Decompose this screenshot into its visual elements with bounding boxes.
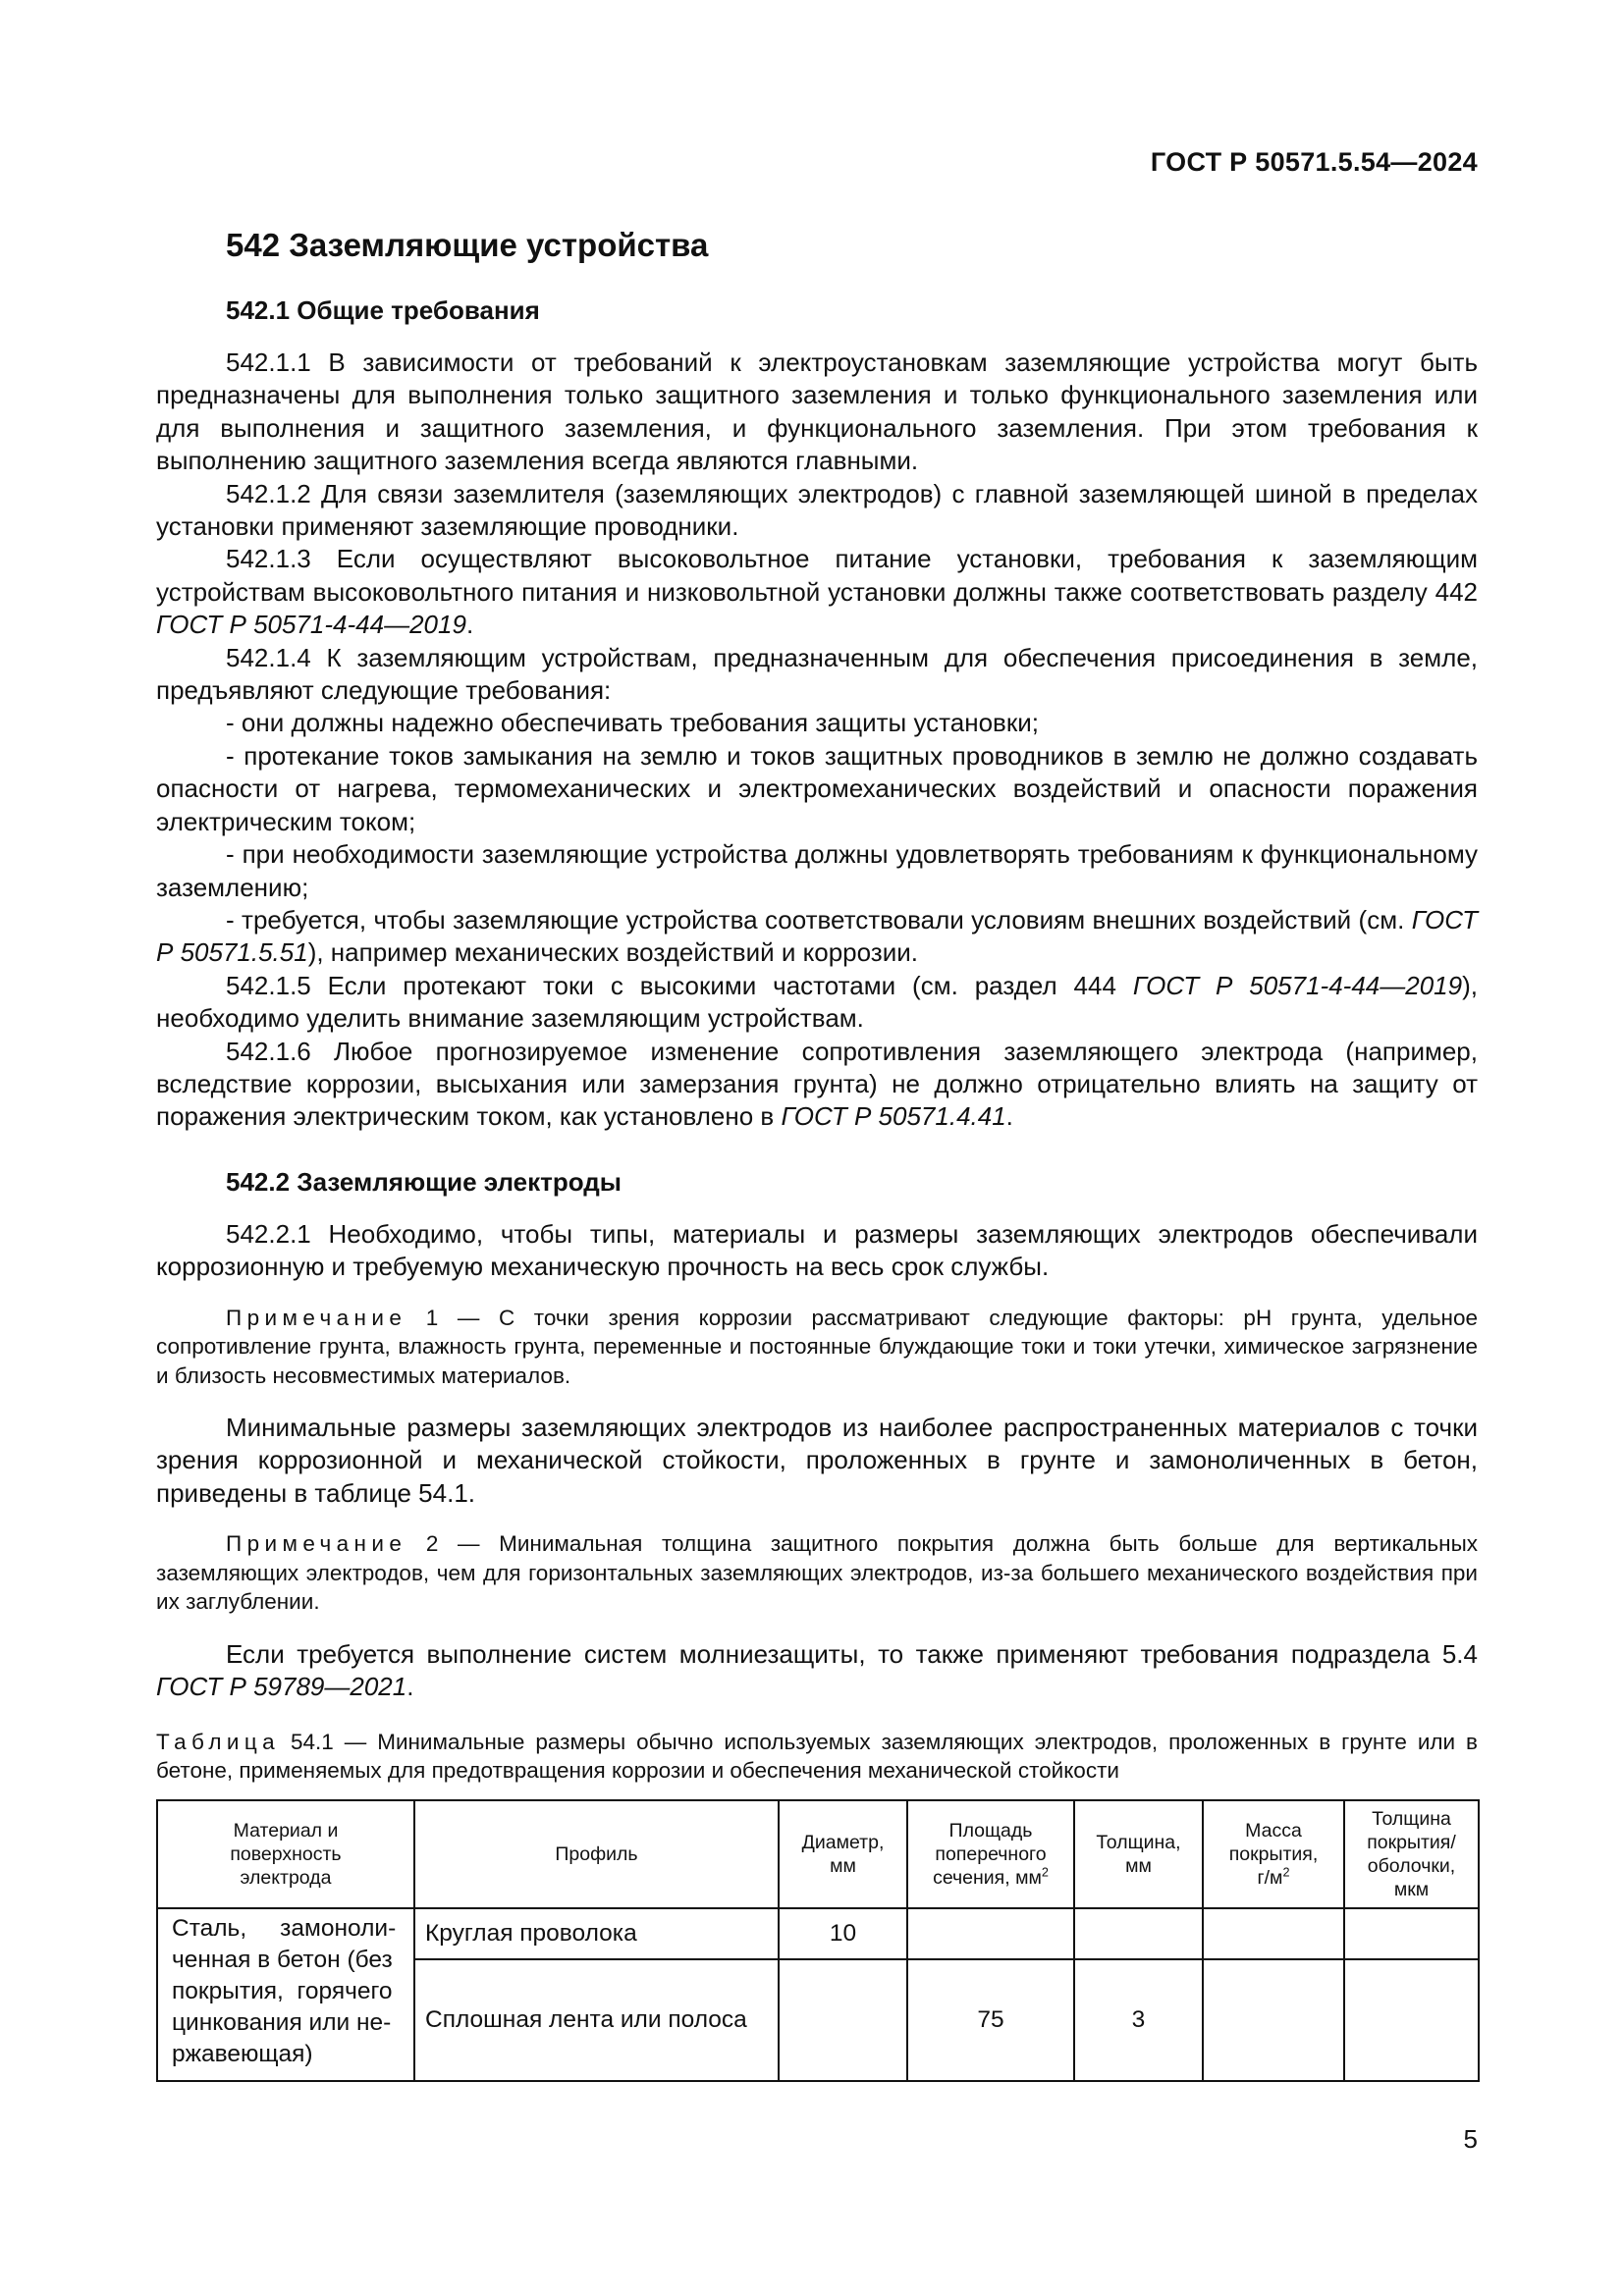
note-1 [156, 1304, 1478, 1391]
list-item-text: - требуется, чтобы заземляющие устройства соответствовали условиям внешних воздействий (см. [226, 904, 1412, 934]
standard-reference: ГОСТ Р 59789—2021 [156, 1672, 407, 1702]
header-diameter [779, 1800, 907, 1908]
standard-reference: ГОСТ Р 50571.4.41 [781, 1101, 1006, 1132]
area-cell: 75 [907, 1959, 1074, 2081]
header-coating-thickness [1344, 1800, 1479, 1908]
thickness-cell: 3 [1074, 1959, 1203, 2081]
paragraph-lightning [156, 1638, 1478, 1704]
table-caption-label: Таблица [156, 1729, 281, 1754]
subsection-title-542-1: 542.1 Общие требования [226, 295, 540, 325]
standard-number-header: ГОСТ Р 50571.5.54—2024 [1150, 147, 1478, 177]
paragraph-text: 542.1.3 Если осуществляют высоковольтное питание установки, требования к заземляющим устройствам высоковольтного питания и низковольтной установки должны также соответствовать разделу 442 [156, 544, 1478, 607]
standard-reference: ГОСТ Р 50571-4-44—2019 [1132, 970, 1463, 1000]
note-label: Примечание [226, 1531, 407, 1557]
area-cell [907, 1908, 1074, 1959]
paragraph-542-1-1: 542.1.1 В зависимости от требований к электроустановкам заземляющие устройства могут быть предназначены для выполнения только защитного заземления и только функционального заземления или для выполнения и защитного заземления, и функционального заземления. При этом требования к выполнению защитного заземления всегда являются главными. [156, 347, 1478, 476]
page-number: 5 [1463, 2124, 1478, 2154]
header-line: электрода [240, 1866, 332, 1889]
list-item: - протекание токов замыкания на землю и токов защитных проводников в землю не должно создавать опасности от нагрева, термомеханических и электромеханических воздействий и опасности поражения электрическим током; [156, 740, 1478, 836]
mass-cell [1203, 1908, 1344, 1959]
note-text: 1 — С точки зрения коррозии рассматривают следующие факторы: pH грунта, удельное сопротивление грунта, влажность грунта, переменные и постоянные блуждающие токи и токи утечки, химическое загрязнение и близость несовместимых материалов. [156, 1305, 1478, 1388]
paragraph-end: . [406, 1672, 414, 1702]
header-material [157, 1800, 414, 1908]
material-line: ржавеющая) [172, 2040, 313, 2067]
material-line: покрытия, горячего [172, 1977, 393, 2004]
paragraph-end: . [465, 610, 474, 640]
material-cell [157, 1908, 414, 2081]
header-line: поверхность [230, 1842, 342, 1865]
header-line [1210, 1866, 1337, 1890]
note-label: Примечание [226, 1305, 407, 1330]
header-line: мм [830, 1854, 856, 1877]
header-line: мкм [1393, 1878, 1430, 1900]
paragraph-text: Если требуется выполнение систем молниезащиты, то также применяют требования подраздела 5.4 [226, 1638, 1478, 1669]
profile-cell: Круглая проволока [414, 1908, 779, 1959]
list-item-end: ), например механических воздействий и коррозии. [307, 937, 918, 968]
header-line: Материал и [233, 1819, 339, 1842]
header-coating-mass [1203, 1800, 1344, 1908]
note-2 [156, 1529, 1478, 1617]
header-line: Диаметр, [801, 1831, 885, 1853]
note-text: 2 — Минимальная толщина защитного покрытия должна быть больше для вертикальных заземляющих электродов, чем для горизонтальных заземляющих электродов, из-за большего механического воздействия при их заглублении. [156, 1531, 1478, 1615]
coating-cell [1344, 1908, 1479, 1959]
paragraph-end: ), необходимо уделить внимание заземляющим устройствам. [156, 970, 1478, 1034]
thickness-cell [1074, 1908, 1203, 1959]
profile-cell: Сплошная лента или полоса [414, 1959, 779, 2081]
page-content [156, 221, 1478, 2082]
list-item: - они должны надежно обеспечивать требования защиты установки; [226, 708, 1039, 738]
standard-reference: ГОСТ Р 50571-4-44—2019 [156, 610, 466, 640]
paragraph-542-1-2: 542.1.2 Для связи заземлителя (заземляющих электродов) с главной заземляющей шиной в пределах установки применяют заземляющие проводники. [156, 478, 1478, 542]
paragraph-end: . [1005, 1101, 1013, 1132]
header-line: Площадь [948, 1819, 1033, 1842]
header-line [914, 1866, 1067, 1890]
table-caption [156, 1728, 1478, 1786]
diameter-cell: 10 [779, 1908, 907, 1959]
subsection-title-542-2: 542.2 Заземляющие электроды [226, 1166, 622, 1197]
paragraph-542-2-1: 542.2.1 Необходимо, чтобы типы, материалы и размеры заземляющих электродов обеспечивали коррозионную и требуемую механическую прочность на весь срок службы. [156, 1218, 1478, 1282]
list-item [156, 904, 1478, 970]
header-thickness [1074, 1800, 1203, 1908]
paragraph-542-1-3 [156, 543, 1478, 641]
electrode-size-table [156, 1799, 1480, 2082]
material-line: Сталь, замоноли- [172, 1914, 397, 1942]
standard-reference: ГОСТ Р 50571.5.51 [156, 904, 1478, 968]
header-area [907, 1800, 1074, 1908]
table-caption-text: 54.1 — Минимальные размеры обычно используемых заземляющих электродов, проложенных в грунте или в бетоне, применяемых для предотвращения коррозии и обеспечения механической стойкости [156, 1729, 1478, 1784]
table-row [157, 1908, 1479, 1959]
section-title: 542 Заземляющие устройства [226, 227, 709, 263]
header-text: г/м [1257, 1866, 1283, 1889]
superscript: 2 [1041, 1865, 1049, 1880]
material-line: цинкования или не- [172, 2008, 392, 2036]
coating-cell [1344, 1959, 1479, 2081]
paragraph-text: 542.1.6 Любое прогнозируемое изменение сопротивления заземляющего электрода (например, вследствие коррозии, высыхания или замерзания грунта) не должно отрицательно влиять на защиту от поражения электрическим током, как установлено в [156, 1036, 1478, 1132]
header-line: Профиль [555, 1842, 638, 1865]
header-line: поперечного [935, 1842, 1047, 1865]
header-text: сечения, мм [933, 1866, 1042, 1889]
mass-cell [1203, 1959, 1344, 2081]
header-line: мм [1125, 1854, 1152, 1877]
paragraph-min-sizes: Минимальные размеры заземляющих электродов из наиболее распространенных материалов с точки зрения коррозионной и механической стойкости, проложенных в грунте и замоноличенных в бетон, приведены в таблице 54.1. [156, 1413, 1478, 1508]
header-line: оболочки, [1367, 1854, 1456, 1877]
header-line: покрытия/ [1367, 1831, 1456, 1853]
diameter-cell [779, 1959, 907, 2081]
paragraph-542-1-5 [156, 970, 1478, 1036]
table-header-row [157, 1800, 1479, 1908]
header-profile [414, 1800, 779, 1908]
material-line: ченная в бетон (без [172, 1946, 393, 1973]
header-line: Масса [1245, 1819, 1302, 1842]
paragraph-text: 542.1.5 Если протекают токи с высокими частотами (см. раздел 444 [226, 970, 1133, 1000]
paragraph-542-1-6 [156, 1036, 1478, 1134]
list-item: - при необходимости заземляющие устройства должны удовлетворять требованиям к функциональному заземлению; [156, 839, 1478, 902]
paragraph-542-1-4: 542.1.4 К заземляющим устройствам, предназначенным для обеспечения присоединения в земле, предъявляют следующие требования: [156, 642, 1478, 706]
header-line: Толщина, [1096, 1831, 1181, 1853]
header-line: покрытия, [1228, 1842, 1319, 1865]
header-line: Толщина [1372, 1807, 1451, 1830]
superscript: 2 [1282, 1865, 1290, 1880]
